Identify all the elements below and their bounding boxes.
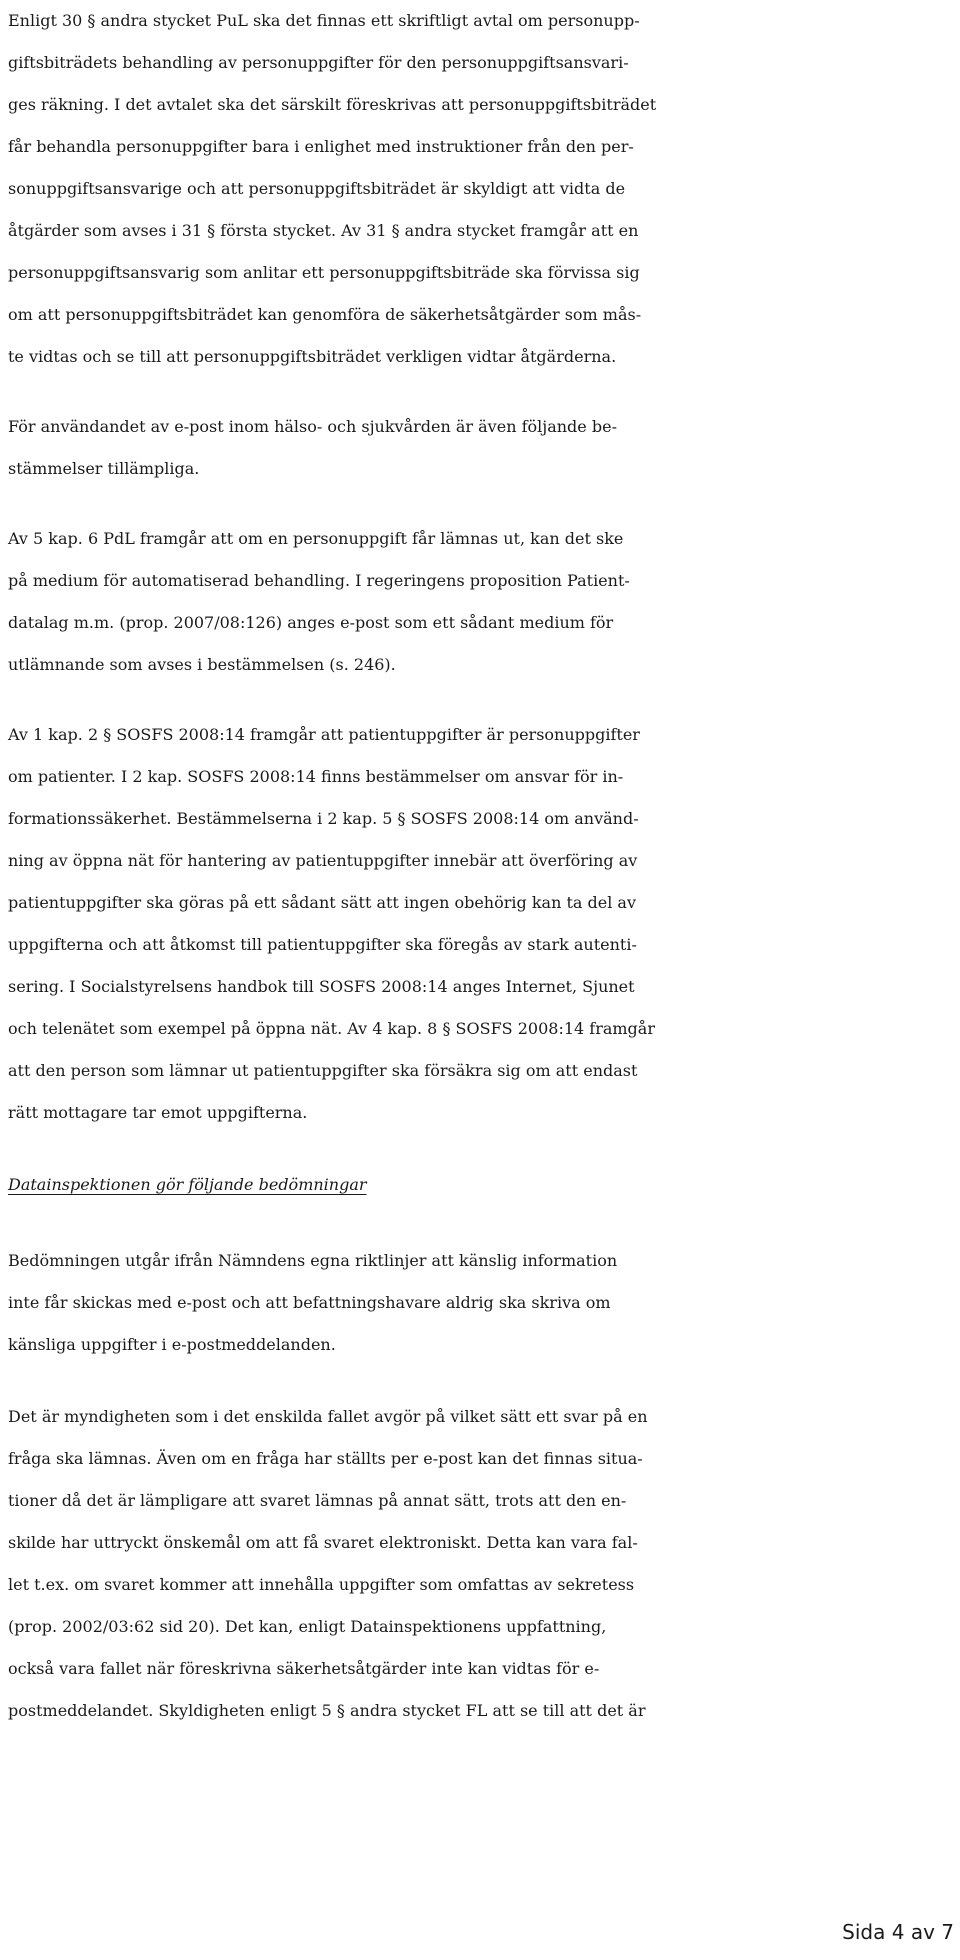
document-page <box>8 0 958 1732</box>
paragraph-bedomning <box>8 1240 958 1366</box>
text-line: ges räkning. I det avtalet ska det särskilt föreskrivas att personuppgiftsbiträdet <box>8 95 657 114</box>
text-line: stämmelser tillämpliga. <box>8 459 200 478</box>
text-line: personuppgiftsansvarig som anlitar ett personuppgiftsbiträde ska förvissa sig <box>8 263 640 282</box>
text-line: (prop. 2002/03:62 sid 20). Det kan, enligt Datainspektionens uppfattning, <box>8 1617 607 1636</box>
text-line: tioner då det är lämpligare att svaret lämnas på annat sätt, trots att den en- <box>8 1491 627 1510</box>
text-line: giftsbiträdets behandling av personuppgifter för den personuppgiftsansvari- <box>8 53 629 72</box>
page-number: Sida 4 av 7 <box>842 1920 954 1944</box>
text-line: och telenätet som exempel på öppna nät. Av 4 kap. 8 § SOSFS 2008:14 framgår <box>8 1019 655 1038</box>
text-line: Bedömningen utgår ifrån Nämndens egna riktlinjer att känslig information <box>8 1251 618 1270</box>
text-line: formationssäkerhet. Bestämmelserna i 2 kap. 5 § SOSFS 2008:14 om använd- <box>8 809 639 828</box>
text-line: Det är myndigheten som i det enskilda fallet avgör på vilket sätt ett svar på en <box>8 1407 648 1426</box>
paragraph-e-post-intro <box>8 406 958 490</box>
text-line: te vidtas och se till att personuppgiftsbiträdet verkligen vidtar åtgärderna. <box>8 347 617 366</box>
text-line: inte får skickas med e-post och att befattningshavare aldrig ska skriva om <box>8 1293 611 1312</box>
text-line: på medium för automatiserad behandling. I regeringens proposition Patient- <box>8 571 630 590</box>
text-line: datalag m.m. (prop. 2007/08:126) anges e-post som ett sådant medium för <box>8 613 614 632</box>
text-line: skilde har uttryckt önskemål om att få svaret elektroniskt. Detta kan vara fal- <box>8 1533 638 1552</box>
text-line: om patienter. I 2 kap. SOSFS 2008:14 finns bestämmelser om ansvar för in- <box>8 767 624 786</box>
text-line: uppgifterna och att åtkomst till patientuppgifter ska föregås av stark autenti- <box>8 935 637 954</box>
text-line: rätt mottagare tar emot uppgifterna. <box>8 1103 308 1122</box>
text-line: utlämnande som avses i bestämmelsen (s. 246). <box>8 655 396 674</box>
text-line: om att personuppgiftsbiträdet kan genomföra de säkerhetsåtgärder som mås- <box>8 305 642 324</box>
paragraph-pul-avtal <box>8 0 958 378</box>
paragraph-sosfs <box>8 714 958 1134</box>
section-heading <box>8 1164 958 1206</box>
text-line: sonuppgiftsansvarige och att personuppgiftsbiträdet är skyldigt att vidta de <box>8 179 626 198</box>
text-line: Av 5 kap. 6 PdL framgår att om en personuppgift får lämnas ut, kan det ske <box>8 529 624 548</box>
text-line: fråga ska lämnas. Även om en fråga har ställts per e-post kan det finnas situa- <box>8 1449 643 1468</box>
paragraph-pdl <box>8 518 958 686</box>
text-line: let t.ex. om svaret kommer att innehålla uppgifter som omfattas av sekretess <box>8 1575 635 1594</box>
paragraph-myndigheten <box>8 1396 958 1732</box>
text-line: ning av öppna nät för hantering av patientuppgifter innebär att överföring av <box>8 851 638 870</box>
text-line: sering. I Socialstyrelsens handbok till SOSFS 2008:14 anges Internet, Sjunet <box>8 977 635 996</box>
text-line: Av 1 kap. 2 § SOSFS 2008:14 framgår att patientuppgifter är personuppgifter <box>8 725 640 744</box>
text-line: patientuppgifter ska göras på ett sådant sätt att ingen obehörig kan ta del av <box>8 893 637 912</box>
text-line: känsliga uppgifter i e-postmeddelanden. <box>8 1335 336 1354</box>
text-line: För användandet av e-post inom hälso- och sjukvården är även följande be- <box>8 417 617 436</box>
text-line: postmeddelandet. Skyldigheten enligt 5 § andra stycket FL att se till att det är <box>8 1701 646 1720</box>
text-line: att den person som lämnar ut patientuppgifter ska försäkra sig om att endast <box>8 1061 638 1080</box>
section-heading-text: Datainspektionen gör följande bedömningar <box>8 1175 367 1194</box>
text-line: också vara fallet när föreskrivna säkerhetsåtgärder inte kan vidtas för e- <box>8 1659 600 1678</box>
text-line: får behandla personuppgifter bara i enlighet med instruktioner från den per- <box>8 137 634 156</box>
text-line: Enligt 30 § andra stycket PuL ska det finnas ett skriftligt avtal om personupp- <box>8 11 640 30</box>
text-line: åtgärder som avses i 31 § första stycket. Av 31 § andra stycket framgår att en <box>8 221 639 240</box>
